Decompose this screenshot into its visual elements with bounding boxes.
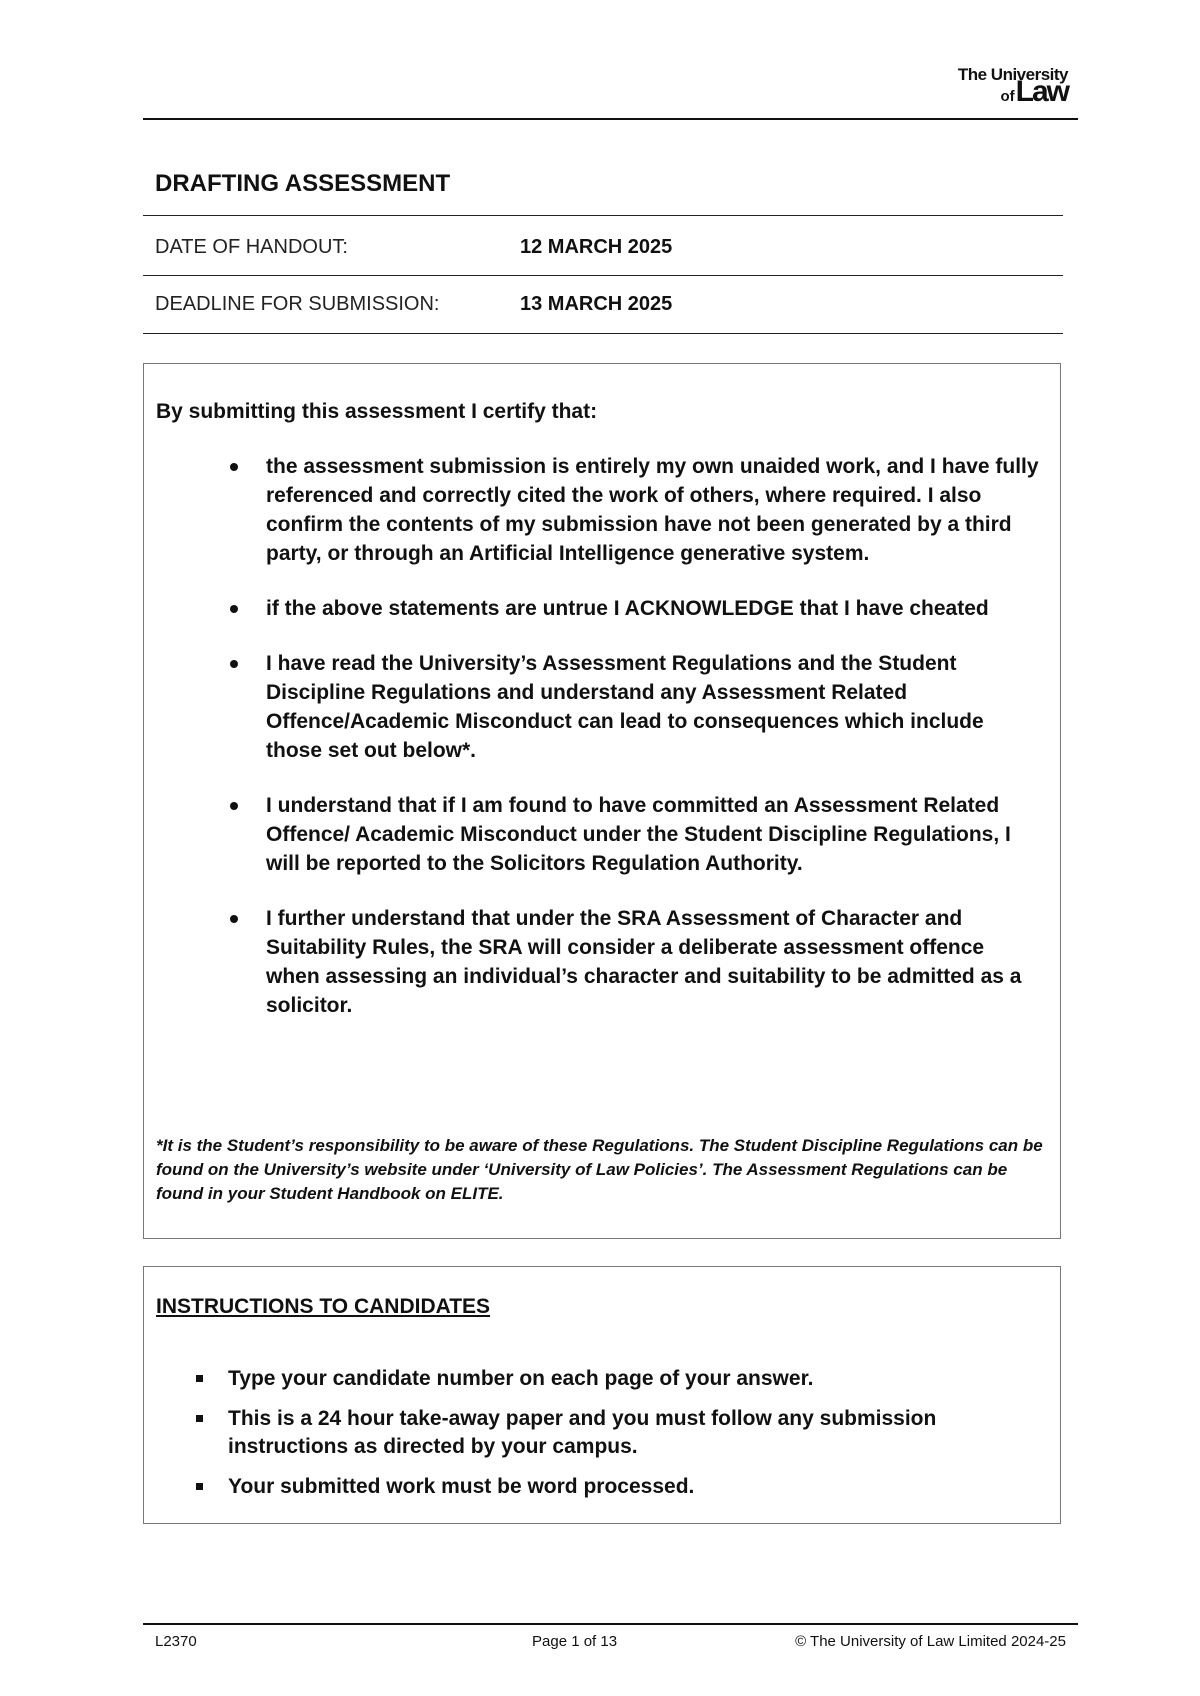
instruction-item bbox=[144, 1365, 1060, 1393]
certification-intro: By submitting this assessment I certify that: bbox=[156, 400, 598, 423]
document-code: L2370 bbox=[155, 1633, 197, 1650]
bullet-icon bbox=[230, 915, 238, 923]
bullet-icon bbox=[230, 660, 238, 668]
regulations-footnote: *It is the Student’s responsibility to be aware of these Regulations. The Student Discipline Regulations can be found on the University’s website under ‘University of Law Policies’. The Assessment Regulations can be found in your Student Handbook on ELITE. bbox=[156, 1136, 1043, 1203]
square-bullet-icon bbox=[196, 1483, 203, 1490]
divider bbox=[143, 333, 1063, 334]
logo-line-university: The University bbox=[957, 65, 1068, 84]
certification-item bbox=[144, 452, 1060, 568]
handout-date-label: DATE OF HANDOUT: bbox=[155, 236, 348, 258]
instruction-item-text: Your submitted work must be word processed. bbox=[228, 1475, 695, 1498]
bullet-icon bbox=[230, 802, 238, 810]
footer-rule bbox=[143, 1623, 1078, 1625]
square-bullet-icon bbox=[196, 1415, 203, 1422]
logo-law: Law bbox=[1015, 75, 1068, 108]
certification-item bbox=[144, 791, 1060, 878]
copyright-notice: © The University of Law Limited 2024-25 bbox=[795, 1633, 1066, 1650]
deadline-value: 13 MARCH 2025 bbox=[520, 293, 673, 315]
university-logo bbox=[957, 65, 1068, 108]
page-number: Page 1 of 13 bbox=[532, 1633, 618, 1650]
instruction-item bbox=[144, 1405, 1060, 1461]
page-title: DRAFTING ASSESSMENT bbox=[155, 170, 451, 197]
certification-item bbox=[144, 594, 1060, 623]
certification-item bbox=[144, 904, 1060, 1020]
square-bullet-icon bbox=[196, 1375, 203, 1382]
divider bbox=[143, 215, 1063, 216]
instructions-list bbox=[144, 1365, 1060, 1513]
bullet-icon bbox=[230, 605, 238, 613]
certification-box bbox=[143, 363, 1061, 1239]
header-rule bbox=[143, 118, 1078, 120]
bullet-icon bbox=[230, 463, 238, 471]
instructions-title: INSTRUCTIONS TO CANDIDATES bbox=[156, 1295, 491, 1318]
logo-of: of bbox=[1000, 88, 1015, 105]
certification-item-text: I further understand that under the SRA Assessment of Character and Suitability Rules, the SRA will consider a deliberate assessment offence when assessing an individual’s character and suitability to be admitted as a solicitor. bbox=[266, 907, 1022, 1017]
certification-item bbox=[144, 649, 1060, 765]
certification-item-text: I have read the University’s Assessment Regulations and the Student Discipline Regulations and understand any Assessment Related Offence/Academic Misconduct can lead to consequences which include those set out below*. bbox=[266, 652, 984, 762]
instruction-item bbox=[144, 1473, 1060, 1501]
certification-item-text: if the above statements are untrue I ACKNOWLEDGE that I have cheated bbox=[266, 597, 989, 620]
deadline-label: DEADLINE FOR SUBMISSION: bbox=[155, 293, 440, 315]
handout-date-value: 12 MARCH 2025 bbox=[520, 236, 673, 258]
certification-list bbox=[144, 452, 1060, 1046]
instructions-box bbox=[143, 1266, 1061, 1524]
instruction-item-text: Type your candidate number on each page of your answer. bbox=[228, 1367, 814, 1390]
certification-item-text: I understand that if I am found to have committed an Assessment Related Offence/ Academic Misconduct under the Student Discipline Regulations, I will be reported to the Solicitors Regulation Authority. bbox=[266, 794, 1011, 875]
instruction-item-text: This is a 24 hour take-away paper and you must follow any submission instructions as directed by your campus. bbox=[228, 1407, 937, 1458]
divider bbox=[143, 275, 1063, 276]
certification-item-text: the assessment submission is entirely my own unaided work, and I have fully referenced and correctly cited the work of others, where required. I also confirm the contents of my submission have not been generated by a third party, or through an Artificial Intelligence generative system. bbox=[266, 455, 1039, 565]
